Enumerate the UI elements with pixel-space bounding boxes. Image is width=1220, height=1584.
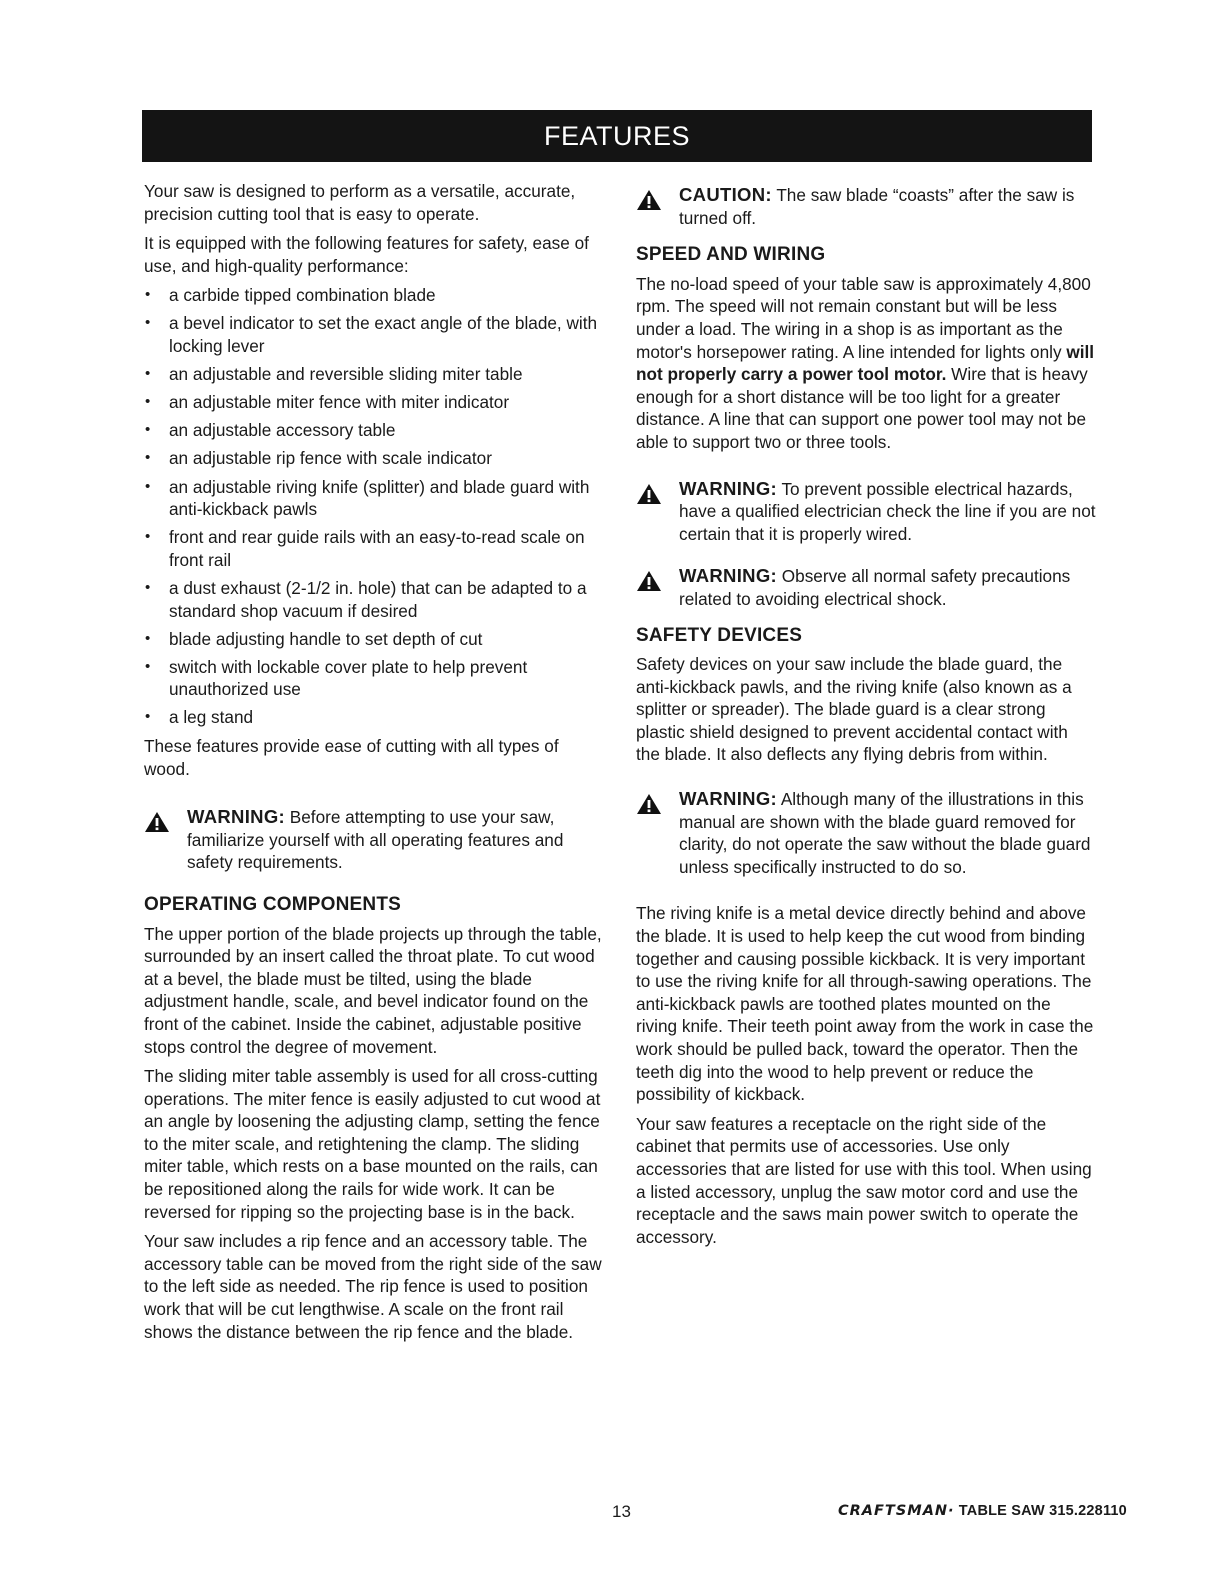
warning-triangle-icon	[144, 811, 170, 833]
warning-label: WARNING:	[187, 806, 285, 828]
body-paragraph: The upper portion of the blade projects up through the table, surrounded by an insert called the throat plate. To cut wood at a bevel, the blade must be tilted, using the blade adjustment handle, scale, and bevel indicator found on the front of the cabinet. Inside the cabinet, adjustable positive stops control the degree of movement.	[144, 923, 602, 1057]
warning-block	[636, 478, 1096, 546]
section-heading: OPERATING COMPONENTS	[144, 893, 401, 915]
outro-paragraph: These features provide ease of cutting with all types of wood.	[144, 735, 559, 779]
warning-triangle-icon	[636, 189, 662, 211]
warning-text: Although many of the illustrations in this manual are shown with the blade guard removed for clarity, do not operate the saw without the blade guard unless specifically instructed to do so.	[679, 789, 1091, 877]
warning-block	[144, 806, 606, 874]
speed-text-start: The no-load speed of your table saw is approximately 4,800 rpm. The speed will not remain constant but will be less under a load. The wiring in a shop is as important as the motor's horsepower rating. A line intended for lights only	[636, 273, 1091, 362]
feature-item: • an adjustable rip fence with scale indicator	[144, 447, 606, 470]
warning-label: WARNING:	[679, 788, 777, 810]
warning-triangle-icon	[636, 793, 662, 815]
speed-text-end: Wire that is heavy enough for a short distance will be too light for a greater distance. A line that can support one power tool may not be able to support two or three tools.	[636, 364, 1088, 452]
feature-item: • front and rear guide rails with an easy-to-read scale on front rail	[144, 526, 606, 571]
feature-list	[144, 284, 606, 729]
body-paragraph: The riving knife is a metal device directly behind and above the blade. It is used to help keep the cut wood from binding together and causing possible kickback. It is very important to use the riving knife for all through-sawing operations. The anti-kickback pawls are toothed plates mounted on the riving knife. Their teeth point away from the work in case the work should be pulled back, toward the operator. Then the teeth dig into the wood to help prevent or reduce the possibility of kickback.	[636, 903, 1094, 1105]
feature-item: • a bevel indicator to set the exact angle of the blade, with locking lever	[144, 312, 606, 357]
body-paragraph: Your saw features a receptacle on the right side of the cabinet that permits use of accessories. Use only accessories that are listed for use with this tool. When using a listed accessory, unplug the saw motor cord and use the receptacle and the saws main power switch to operate the accessory.	[636, 1113, 1092, 1247]
warning-label: WARNING:	[679, 477, 777, 499]
warning-triangle-icon	[636, 570, 662, 592]
feature-item: • an adjustable accessory table	[144, 419, 606, 442]
brand-name: CRAFTSMAN·	[838, 1503, 955, 1519]
warning-block	[636, 565, 1096, 610]
right-column	[636, 184, 1096, 1255]
caution-label: CAUTION:	[679, 184, 772, 205]
intro-paragraph: Your saw is designed to perform as a versatile, accurate, precision cutting tool that is easy to operate.	[144, 181, 576, 224]
section-heading: SPEED AND WIRING	[636, 244, 826, 266]
intro-paragraph: It is equipped with the following features for safety, ease of use, and high-quality performance:	[144, 233, 589, 276]
feature-item: • a leg stand	[144, 706, 606, 729]
caution-block	[636, 184, 1096, 229]
warning-label: WARNING:	[679, 565, 777, 587]
body-paragraph: The sliding miter table assembly is used for all cross-cutting operations. The miter fence is easily adjusted to cut wood at an angle by loosening the adjusting clamp, setting the fence to the miter scale, and retightening the clamp. The sliding miter table, which rests on a base mounted on the rails, can be repositioned along the rails for wide work. It can be reversed for ripping so the projecting base is in the back.	[144, 1066, 601, 1222]
section-heading: SAFETY DEVICES	[636, 624, 803, 646]
feature-item: • a dust exhaust (2-1/2 in. hole) that can be adapted to a standard shop vacuum if desired	[144, 577, 606, 622]
body-paragraph: Safety devices on your saw include the blade guard, the anti-kickback pawls, and the riving knife (also known as a splitter or spreader). The blade guard is a clear strong plastic shield designed to prevent accidental contact with the blade. It also deflects any flying debris from within.	[636, 654, 1072, 765]
feature-item: • an adjustable riving knife (splitter) and blade guard with anti-kickback pawls	[144, 476, 606, 521]
page-number: 13	[612, 1502, 631, 1521]
feature-item: • blade adjusting handle to set depth of cut	[144, 628, 606, 651]
feature-item: • an adjustable and reversible sliding miter table	[144, 363, 606, 386]
page-title-banner	[142, 110, 1092, 162]
left-column	[144, 180, 606, 1350]
warning-text: Observe all normal safety precautions related to avoiding electrical shock.	[679, 566, 1071, 609]
body-paragraph: Your saw includes a rip fence and an accessory table. The accessory table can be moved from the right side of the saw to the left side as needed. The rip fence is used to position work that will be cut lengthwise. A scale on the front rail shows the distance between the rip fence and the blade.	[144, 1231, 602, 1342]
warning-text: Before attempting to use your saw, familiarize yourself with all operating features and safety requirements.	[187, 807, 564, 873]
feature-item: • an adjustable miter fence with miter indicator	[144, 391, 606, 414]
model-name: TABLE SAW 315.228110	[958, 1503, 1127, 1519]
speed-text-bold: will not properly carry a power tool motor.	[636, 341, 1095, 385]
warning-text: To prevent possible electrical hazards, have a qualified electrician check the line if you are not certain that it is properly wired.	[679, 478, 1096, 544]
body-paragraph	[636, 273, 1096, 454]
warning-block	[636, 788, 1096, 878]
warning-triangle-icon	[636, 483, 662, 505]
caution-text: The saw blade “coasts” after the saw is turned off.	[679, 185, 1075, 228]
feature-item: • a carbide tipped combination blade	[144, 284, 606, 307]
footer-brand	[838, 1503, 1127, 1519]
feature-item: • switch with lockable cover plate to help prevent unauthorized use	[144, 656, 606, 701]
page-title: FEATURES	[543, 120, 690, 151]
